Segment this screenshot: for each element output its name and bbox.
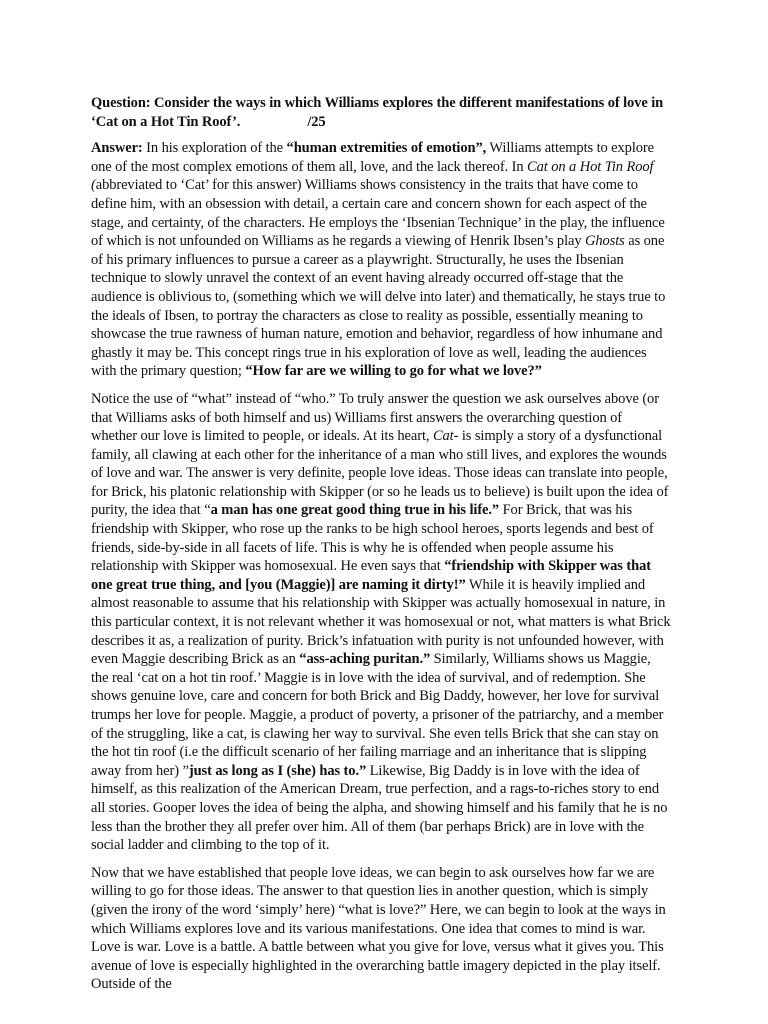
- p2-text-2: is simply a story of a dysfunctional family, all clawing at each other for the inheritance of a man who still lives, and explores the wounds of love and war. The answer is very definite, people love ideas. Those ideas can translate into people, for Brick, his platonic relationship with Skipper (or so he leads us to believe) is built upon the idea of purity, the idea that “: [91, 428, 669, 519]
- p2-text-6: Likewise, Big Daddy is in love with the idea of himself, as this realization of the American Dream, true perfection, and a rags-to-riches story to end all stories. Gooper loves the idea of being the alpha, and showing himself and his family that he is no less than the brother they all prefer over him. All of them (bar perhaps Brick) are in love with the social ladder and climbing to the top of it.: [91, 762, 668, 854]
- p2-text-1: Notice the use of “what” instead of “who.” To truly answer the question we ask ourselves above (or that Williams asks of both himself and us) Williams first answers the overarching question of whether our love is limited to people, or ideals. At its heart,: [91, 390, 659, 445]
- question-heading: [91, 94, 671, 131]
- p1-title-cat: Cat on a Hot Tin Roof (: [91, 158, 654, 194]
- p1-quote-2: “How far are we willing to go for what we love?”: [245, 363, 542, 380]
- p1-title-ghosts: Ghosts: [585, 233, 625, 250]
- p2-text-5: Similarly, Williams shows us Maggie, the real ‘cat on a hot tin roof.’ Maggie is in love with the idea of survival, and of redemption. She shows genuine love, care and concern for both Brick and Big Daddy, however, her love for survival trumps her love for people. Maggie, a product of poverty, a prisoner of the patriarchy, and a member of the struggling, like a cat, is clawing her way to survival. She even tells Brick that she can stay on the hot tin roof (i.e the difficult scenario of her failing marriage and an inheritance that is slipping away from her) ”: [91, 651, 664, 779]
- essay-body: [91, 94, 671, 1003]
- p2-quote-3: “ass-aching puritan.”: [299, 651, 431, 668]
- paragraph-3: [91, 864, 671, 994]
- question-text: [91, 95, 663, 130]
- p2-quote-2: “friendship with Skipper was that one great true thing, and [you (Maggie)] are naming it dirty!”: [91, 558, 651, 593]
- p1-text-3: abbreviated to ‘Cat’ for this answer) Williams shows consistency in the traits that have come to define him, with an obsession with detail, a certain care and concern shown for each aspect of the stage, and certainty, of the characters. He employs the ‘Ibsenian Technique’ in the play, the influence of which is not unfounded on Williams as he regards a viewing of Henrik Ibsen’s play: [91, 177, 665, 250]
- p1-text-4: as one of his primary influences to pursue a career as a playwright. Structurally, he uses the Ibsenian technique to slowly unravel the context of an event having already occurred off-stage that the audience is oblivious to, (something which we will delve into later) and thematically, he stays true to the ideals of Ibsen, to portray the characters as close to reality as possible, essentially meaning to showcase the true rawness of human nature, emotion and behavior, regardless of how inhumane and ghastly it may be. This concept rings true in his exploration of love as well, leading the audiences with the primary question;: [91, 233, 666, 380]
- question-prompt: Question: Consider the ways in which Williams explores the different manifestations of love in ‘Cat on a Hot Tin Roof’.: [91, 95, 664, 130]
- paragraph-2: [91, 390, 671, 855]
- question-gap: [240, 114, 307, 130]
- p3-text-1: Now that we have established that people love ideas, we can begin to ask ourselves how far we are willing to go for those ideas. The answer to that question lies in another question, which is simply (given the irony of the word ‘simply’ here) “what is love?” Here, we can begin to look at the ways in which Williams explores love and its various manifestations. One idea that comes to mind is war. Love is war. Love is a battle. A battle between what you give for love, versus what it gives you. This avenue of love is especially highlighted in the overarching battle imagery depicted in the play itself. Outside of the: [91, 864, 666, 993]
- question-score: /25: [307, 113, 326, 130]
- p1-quote-1: “human extremities of emotion”,: [286, 140, 487, 157]
- p1-text-1: In his exploration of the: [142, 140, 287, 157]
- p2-quote-4: just as long as I (she) has to.”: [188, 762, 367, 779]
- p2-text-3: For Brick, that was his friendship with Skipper, who rose up the ranks to be high school heroes, sports legends and best of friends, side-by-side in all facets of life. This is why he is offended when people assume his relationship with Skipper was homosexual. He even says that: [91, 502, 654, 575]
- p2-quote-1: a man has one great good thing true in his life.”: [210, 502, 500, 519]
- answer-label: Answer:: [91, 140, 143, 157]
- p1-text-2: Williams attempts to explore one of the most complex emotions of them all, love, and the lack thereof. In: [91, 140, 654, 175]
- paragraph-1: [91, 139, 671, 381]
- p2-title-cat: Cat-: [432, 428, 459, 445]
- p2-text-4: While it is heavily implied and almost reasonable to assume that his relationship with Skipper was actually homosexual in nature, in this particular context, it is not relevant whether it was homosexual or not, what matters is what Brick describes it as, a realization of purity. Brick’s infatuation with purity is not unfounded however, with even Maggie describing Brick as an: [91, 576, 671, 668]
